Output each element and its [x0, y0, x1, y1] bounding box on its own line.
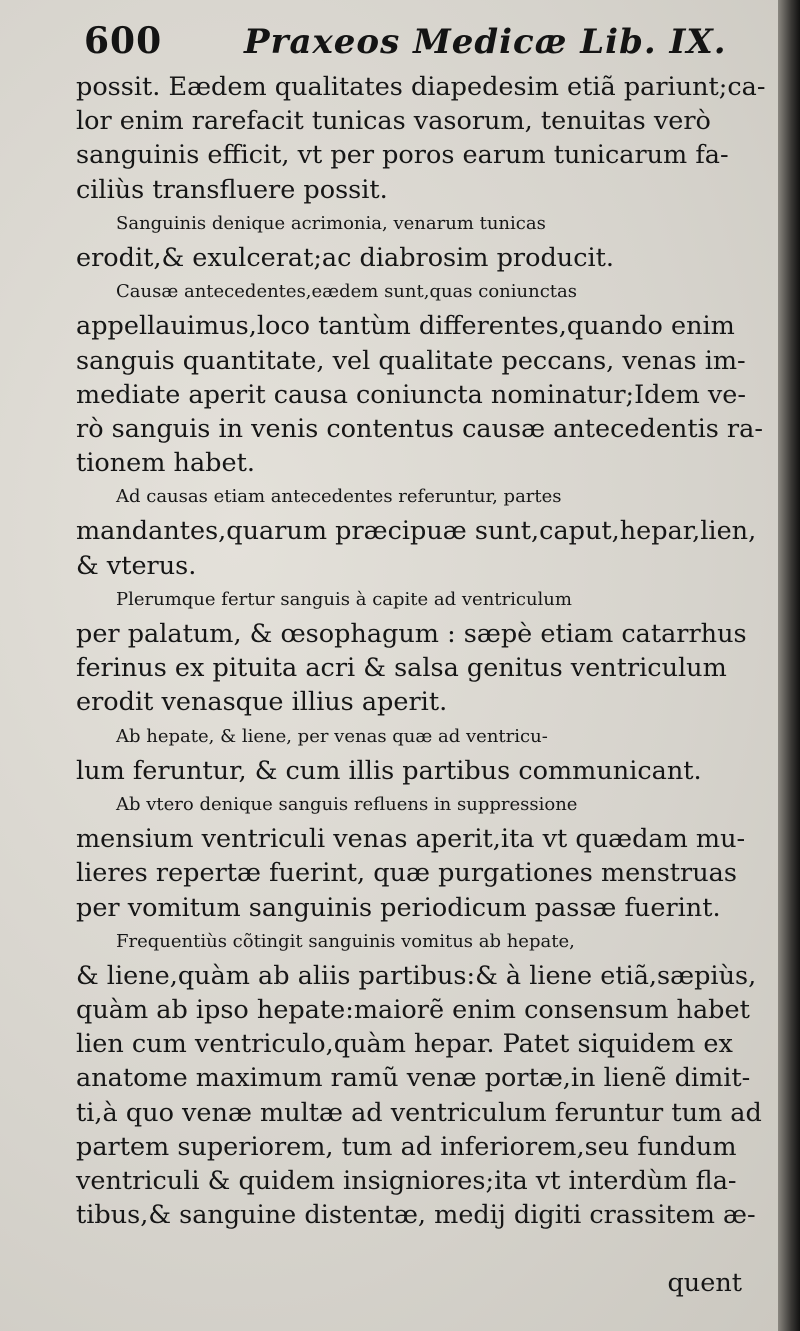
running-title: Praxeos Medicæ Lib. IX.	[244, 22, 727, 62]
page-number: 600	[84, 20, 163, 62]
text-line: Ad causas etiam antecedentes referuntur, partes	[116, 486, 562, 508]
text-line: lieres repertæ fuerint, quæ purgationes menstruas	[76, 858, 737, 889]
text-line: anatome maximum ramũ venæ portæ,in lienẽ dimit-	[76, 1063, 751, 1094]
page-edge-shadow	[778, 0, 800, 1331]
text-line: per palatum, & œsophagum : sæpè etiam catarrhus	[76, 619, 747, 649]
text-line: tibus,& sanguine distentæ, medij digiti crassitem æ-	[76, 1200, 756, 1231]
catchword: quent	[667, 1268, 742, 1298]
text-line: mensium ventriculi venas aperit,ita vt quædam mu-	[76, 824, 746, 855]
text-line: Ab vtero denique sanguis refluens in suppressione	[116, 793, 578, 815]
text-line: ventriculi & quidem insigniores;ita vt interdùm fla-	[76, 1166, 737, 1196]
text-line: ti,à quo venæ multæ ad ventriculum feruntur tum ad	[76, 1097, 762, 1128]
text-line: & vterus.	[76, 550, 197, 581]
text-line: possit. Eædem qualitates diapedesim etiã pariunt;ca-	[76, 72, 766, 102]
text-line: mandantes,quarum præcipuæ sunt,caput,hepar,lien,	[76, 516, 757, 547]
text-line: erodit,& exulcerat;ac diabrosim producit.	[76, 242, 614, 273]
text-line: Ab hepate, & liene, per venas quæ ad ventricu-	[116, 725, 548, 747]
text-line: quàm ab ipso hepate:maiorẽ enim consensum habet	[76, 995, 750, 1026]
text-line: rò sanguis in venis contentus causæ antecedentis ra-	[76, 413, 763, 444]
page-header	[84, 14, 774, 70]
body-text	[76, 70, 776, 1232]
text-line: Frequentiùs cõtingit sanguinis vomitus ab hepate,	[116, 930, 575, 952]
text-line: appellauimus,loco tantùm differentes,quando enim	[76, 311, 735, 342]
text-line: lor enim rarefacit tunicas vasorum, tenuitas verò	[76, 106, 711, 137]
text-line: per vomitum sanguinis periodicum passæ fuerint.	[76, 892, 721, 923]
text-line: sanguinis efficit, vt per poros earum tunicarum fa-	[76, 140, 729, 171]
text-line: partem superiorem, tum ad inferiorem,seu fundum	[76, 1131, 737, 1162]
text-line: lien cum ventriculo,quàm hepar. Patet siquidem ex	[76, 1029, 733, 1060]
text-line: tionem habet.	[76, 448, 255, 479]
text-line: Sanguinis denique acrimonia, venarum tunicas	[116, 212, 546, 234]
text-line: Plerumque fertur sanguis à capite ad ventriculum	[116, 588, 572, 610]
text-line: sanguis quantitate, vel qualitate peccans, venas im-	[76, 345, 746, 376]
text-line: Causæ antecedentes,eædem sunt,quas coniunctas	[116, 281, 577, 303]
text-line: & liene,quàm ab aliis partibus:& à liene etiã,sæpiùs,	[76, 960, 757, 991]
text-line: lum feruntur, & cum illis partibus communicant.	[76, 755, 702, 786]
text-line: ferinus ex pituita acri & salsa genitus ventriculum	[76, 653, 727, 684]
text-line: mediate aperit causa coniuncta nominatur;Idem ve-	[76, 379, 746, 410]
text-line: erodit venasque illius aperit.	[76, 687, 448, 718]
text-line: ciliùs transfluere possit.	[76, 174, 388, 205]
